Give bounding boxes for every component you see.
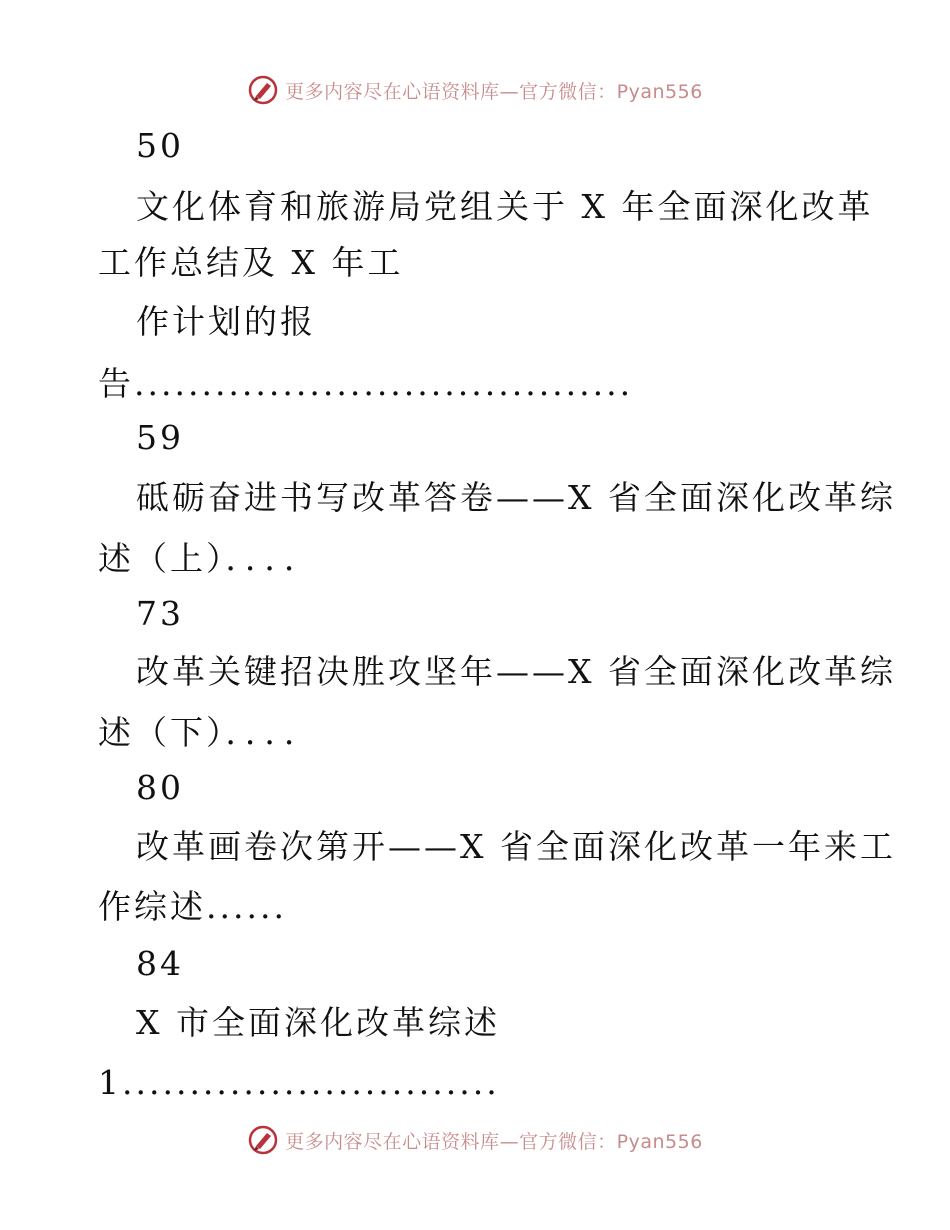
toc-entry-title-continued: 述（上）．．．．: [98, 539, 320, 578]
pen-logo-icon: [247, 1124, 279, 1156]
toc-entry-title-continued: 作计划的报: [136, 302, 316, 341]
toc-entry-title: X 市全面深化改革综述: [136, 1003, 500, 1042]
watermark-text: 更多内容尽在心语资料库—官方微信：Pyan556: [285, 80, 703, 103]
toc-entry-title: 改革关键招决胜攻坚年——X 省全面深化改革综: [136, 652, 896, 691]
watermark-footer: [0, 1120, 950, 1160]
toc-entry-title-continued: 作综述......: [98, 887, 287, 926]
watermark-text: 更多内容尽在心语资料库—官方微信：Pyan556: [285, 1130, 703, 1153]
toc-entry-title: 砥砺奋进书写改革答卷——X 省全面深化改革综: [136, 478, 896, 517]
toc-entry-title-continued: 述（下）．．．．: [98, 713, 320, 752]
watermark-header: [0, 70, 950, 110]
toc-page-number: 84: [136, 944, 184, 983]
toc-entry-leader: 1............................: [98, 1063, 500, 1102]
toc-page-number: 73: [136, 594, 184, 633]
pen-logo-icon: [247, 74, 279, 106]
toc-page-number: 80: [136, 768, 184, 807]
toc-entry-title-continued: 工作总结及 X 年工: [98, 243, 404, 282]
toc-entry-title: 文化体育和旅游局党组关于 X 年全面深化改革: [136, 187, 874, 226]
toc-entry-leader: 告.....................................: [98, 364, 634, 403]
toc-page-number: 50: [136, 126, 184, 165]
toc-entry-title: 改革画卷次第开——X 省全面深化改革一年来工: [136, 827, 896, 866]
toc-page-number: 59: [136, 418, 184, 457]
